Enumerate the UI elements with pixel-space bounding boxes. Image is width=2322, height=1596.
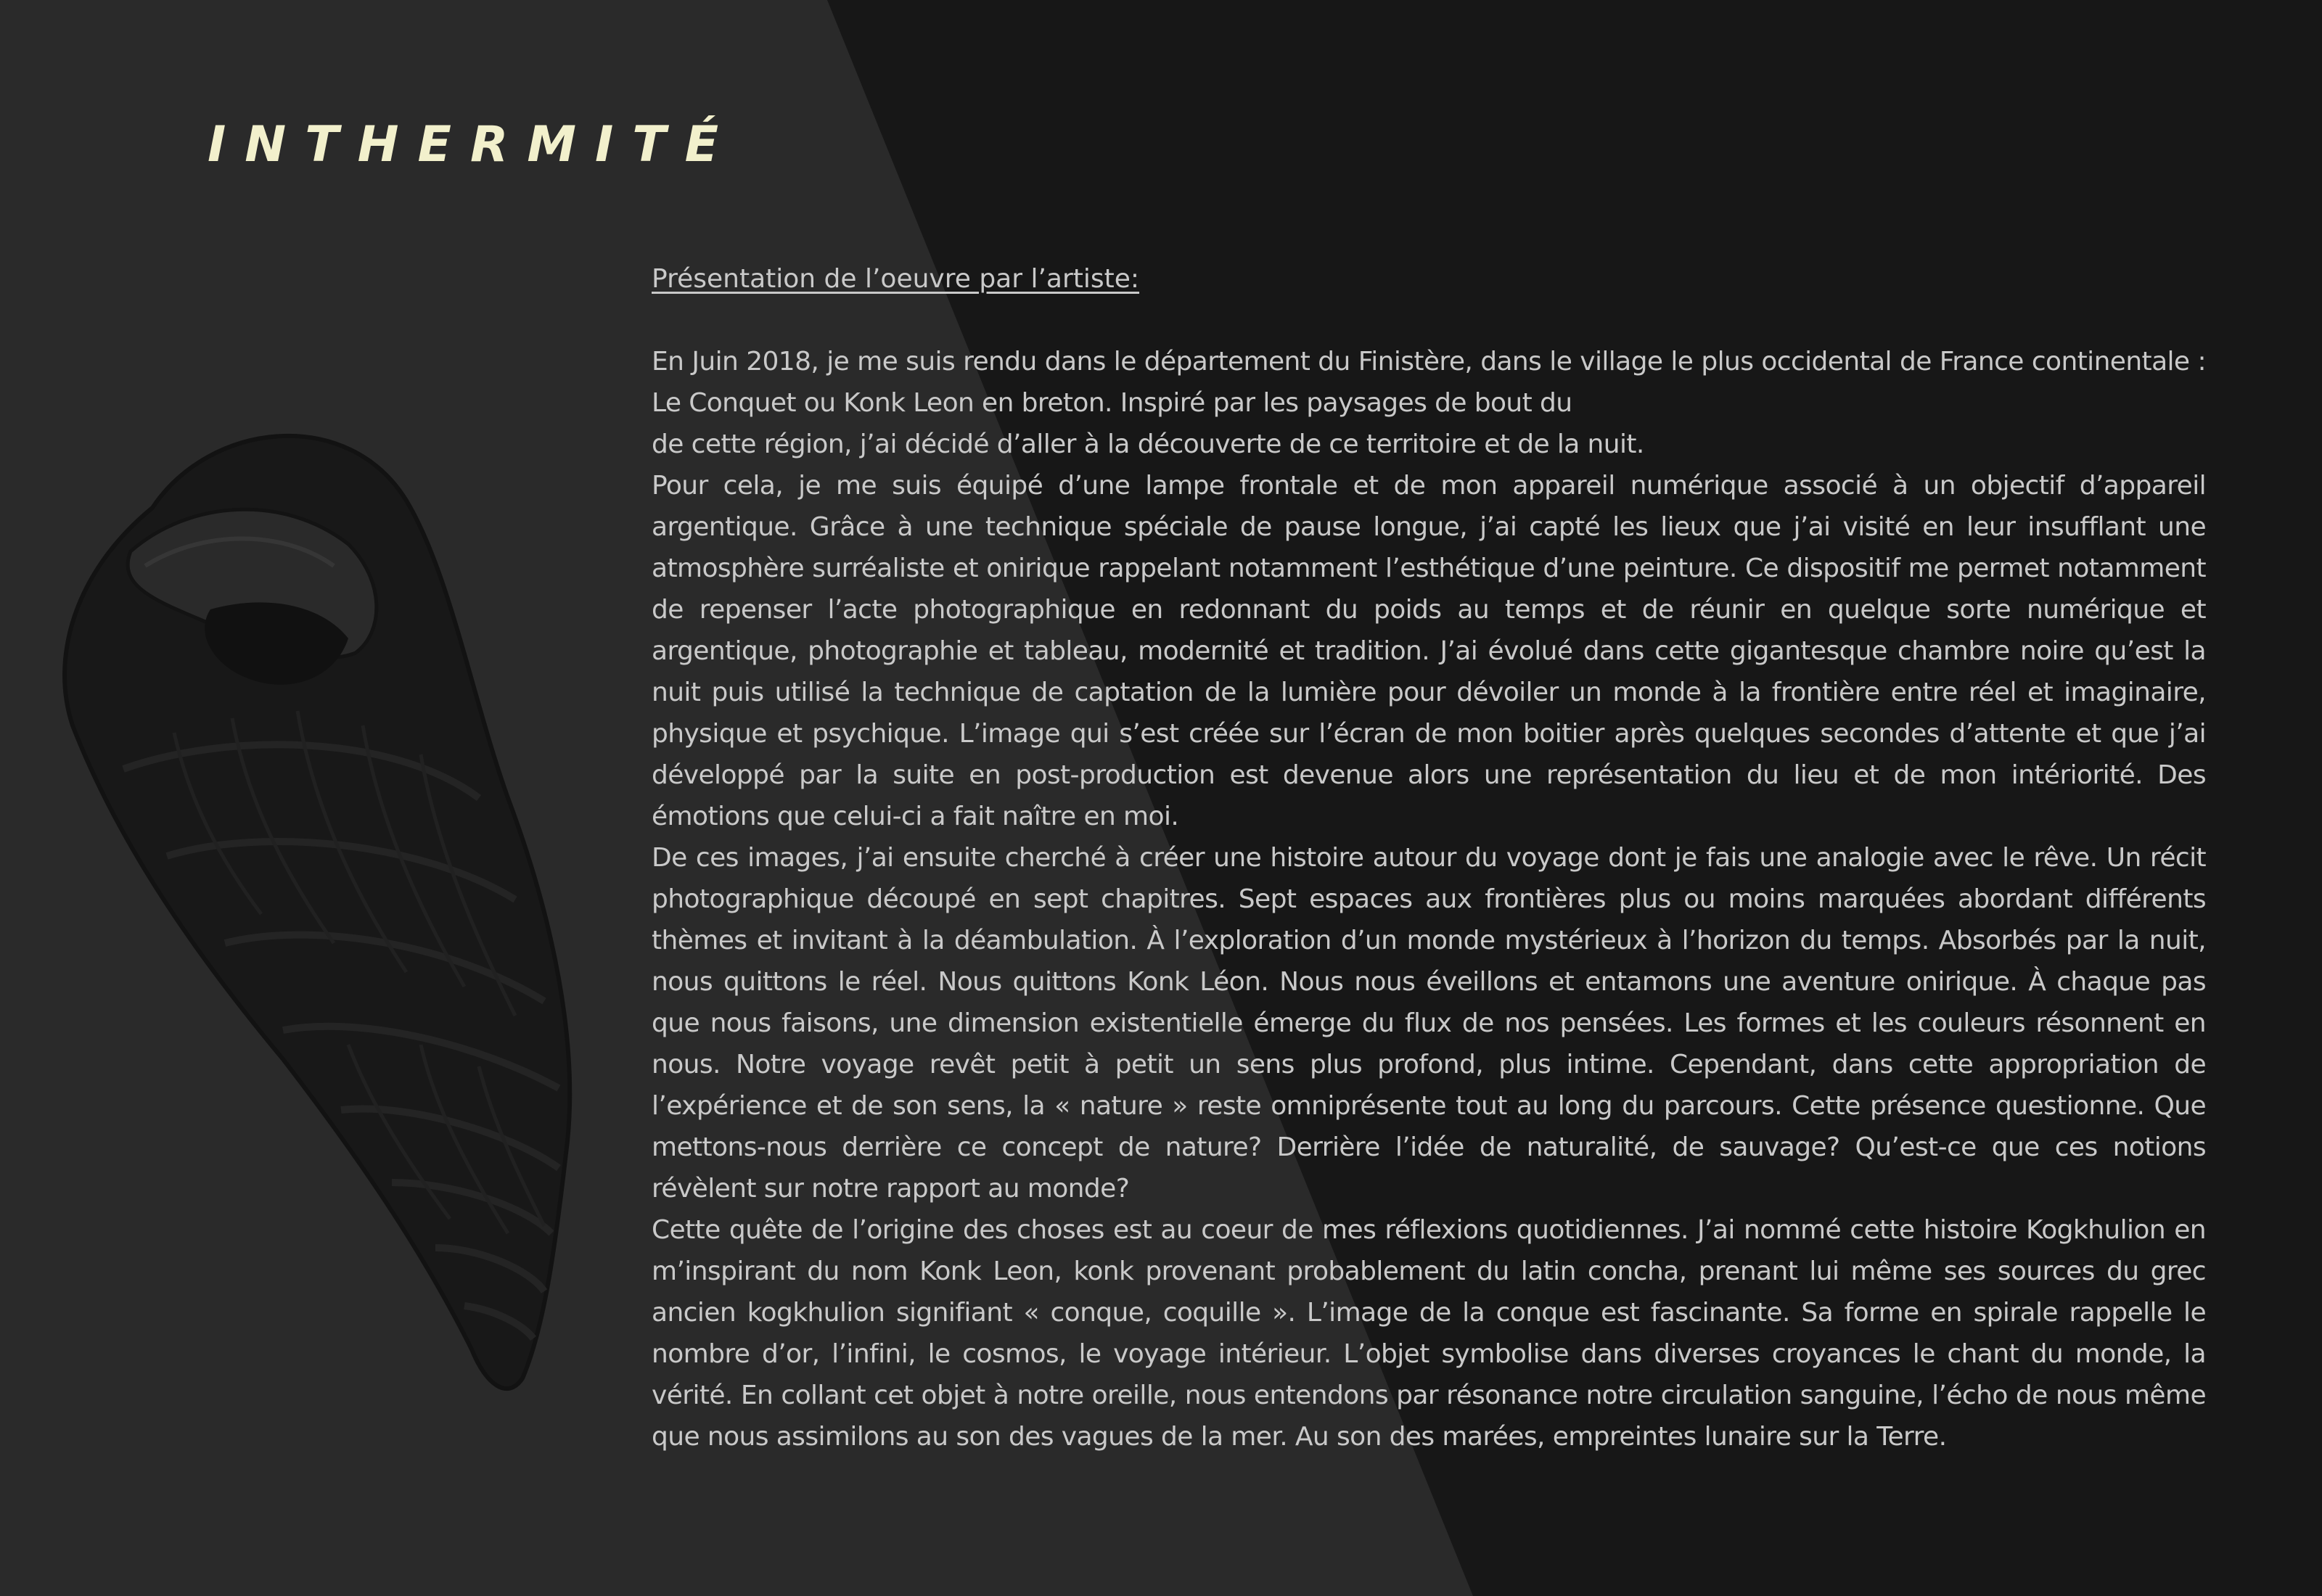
artist-statement [652, 258, 2206, 1457]
paragraph: de cette région, j’ai décidé d’aller à la découverte de ce territoire et de la nuit. [652, 429, 1644, 459]
paragraph: Cette quête de l’origine des choses est au coeur de mes réflexions quotidiennes. J’ai nommé cette histoire Kogkhulion en m’inspirant du nom Konk Leon, konk provenant probablement du latin concha, prenant lui même ses sources du grec ancien kogkhulion signifiant « conque, coquille ». L’image de la conque est fascinante. Sa forme en spirale rappelle le nombre d’or, l’infini, le cosmos, le voyage intérieur. L’objet symbolise dans diverses croyances le chant du monde, la vérité. En collant cet objet à notre oreille, nous entendons par résonance notre circulation sanguine, l’écho de nous même que nous assimilons au son des vagues de la mer. Au son des marées, empreintes lunaire sur la Terre. [652, 1215, 2206, 1452]
paragraph: En Juin 2018, je me suis rendu dans le département du Finistère, dans le village le plus occidental de France continentale : Le Conquet ou Konk Leon en breton. Inspiré par les paysages de bout du [652, 347, 2206, 418]
paragraph: De ces images, j’ai ensuite cherché à créer une histoire autour du voyage dont je fais une analogie avec le rêve. Un récit photographique découpé en sept chapitres. Sept espaces aux frontières plus ou moins marquées abordant différents thèmes et invitant à la déambulation. À l’exploration d’un monde mystérieux à l’horizon du temps. Absorbés par la nuit, nous quittons le réel. Nous quittons Konk Léon. Nous nous éveillons et entamons une aventure onirique. À chaque pas que nous faisons, une dimension existentielle émerge du flux de nos pensées. Les formes et les couleurs résonnent en nous. Notre voyage revêt petit à petit un sens plus profond, plus intime. Cependant, dans cette appropriation de l’expérience et de son sens, la « nature » reste omniprésente tout au long du parcours. Cette présence questionne. Que mettons-nous derrière ce concept de nature? Derrière l’idée de naturalité, de sauvage? Qu’est-ce que ces notions révèlent sur notre rapport au monde? [652, 843, 2206, 1204]
conch-shell-illustration [44, 392, 610, 1407]
section-heading: Présentation de l’oeuvre par l’artiste: [652, 264, 1140, 294]
page-title: INTHERMITÉ [208, 116, 738, 173]
paragraph: Pour cela, je me suis équipé d’une lampe frontale et de mon appareil numérique associé à un objectif d’appareil argentique. Grâce à une technique spéciale de pause longue, j’ai capté les lieux que j’ai visité en leur insufflant une atmosphère surréaliste et onirique rappelant notamment l’esthétique d’une peinture. Ce dispositif me permet notamment de repenser l’acte photographique en redonnant du poids au temps et de réunir en quelque sorte numérique et argentique, photographie et tableau, modernité et tradition. J’ai évolué dans cette gigantesque chambre noire qu’est la nuit puis utilisé la technique de captation de la lumière pour dévoiler un monde à la frontière entre réel et imaginaire, physique et psychique. L’image qui s’est créée sur l’écran de mon boitier après quelques secondes d’attente et que j’ai développé par la suite en post-production est devenue alors une représentation du lieu et de mon intériorité. Des émotions que celui-ci a fait naître en moi. [652, 471, 2206, 831]
